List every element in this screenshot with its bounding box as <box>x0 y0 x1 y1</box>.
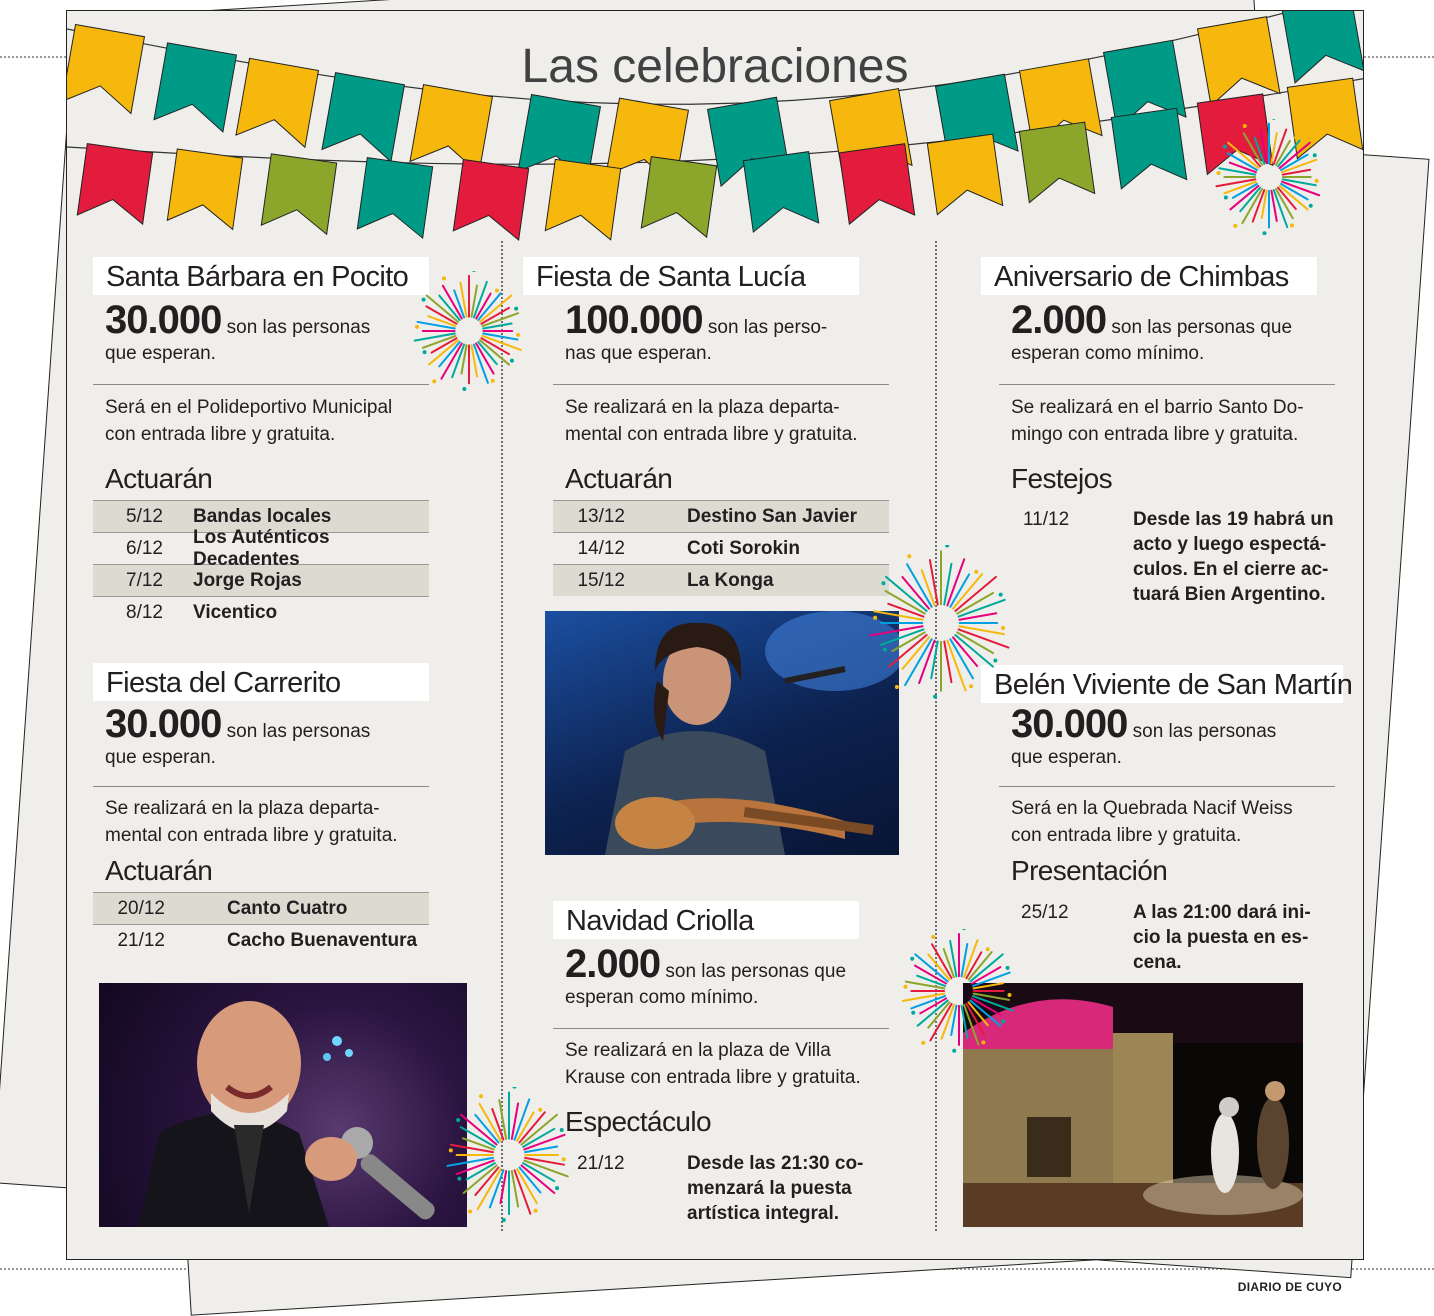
event-text: cena. <box>1133 952 1182 973</box>
firework-spark <box>870 626 922 635</box>
firework-dot <box>495 288 499 292</box>
firework-dot <box>883 648 887 652</box>
attendance-text: que esperan. <box>1011 747 1122 768</box>
firework-dot <box>910 957 914 961</box>
firework-dot <box>981 1040 985 1044</box>
row-date: 8/12 <box>126 601 163 623</box>
row-artist: Bandas locales <box>193 505 332 527</box>
firework-dot <box>986 947 990 951</box>
firework-dot <box>449 1148 453 1152</box>
firework-dot <box>993 658 997 662</box>
attendance-santa-barbara <box>105 298 425 367</box>
attendance-text: esperan como mínimo. <box>565 987 759 1008</box>
event-text: tuará Bien Argentino. <box>1133 584 1326 605</box>
attendance-text: que esperan. <box>105 343 216 364</box>
firework-dot <box>538 1108 542 1112</box>
bunting-flag <box>167 149 242 229</box>
table-row <box>93 526 429 570</box>
firework-dot <box>1262 231 1266 235</box>
firework-dot <box>907 554 911 558</box>
firework-dot <box>472 271 476 272</box>
firework-dot <box>555 1186 559 1190</box>
row-date: 5/12 <box>126 505 163 527</box>
description-belen <box>1011 795 1293 849</box>
bunting-flag <box>1019 122 1094 202</box>
firework-dot <box>1224 195 1228 199</box>
section-title-carrerito: Fiesta del Carrerito <box>93 663 429 701</box>
fireworks-icon <box>441 1087 577 1223</box>
description-line: Se realizará en el barrio Santo Do- <box>1011 397 1304 418</box>
attendance-text: son las personas que <box>1111 317 1293 338</box>
divider <box>93 384 429 385</box>
row-date: 13/12 <box>577 505 625 527</box>
attendance-count: 30.000 <box>105 702 222 746</box>
table-row <box>93 893 429 925</box>
attendance-count: 100.000 <box>565 298 703 342</box>
event-text: A las 21:00 dará ini- <box>1133 902 1311 923</box>
firework-dot <box>945 545 949 547</box>
event-text: Desde las 19 habrá un <box>1133 509 1334 530</box>
firework-dot <box>952 1049 956 1053</box>
event-date: 11/12 <box>1023 509 1070 530</box>
row-artist: La Konga <box>687 569 774 591</box>
event-date: 21/12 <box>577 1153 625 1174</box>
description-santa-lucia <box>565 394 858 448</box>
description-santa-barbara <box>105 394 392 448</box>
subheading-presentacion: Presentación <box>1011 855 1168 886</box>
firework-dot <box>873 616 877 620</box>
bunting-flag <box>743 152 818 232</box>
event-text: artística integral. <box>687 1203 840 1224</box>
divider <box>999 384 1335 385</box>
firework-dot <box>931 935 935 939</box>
firework-dot <box>502 1218 506 1222</box>
subheading-actuaran: Actuarán <box>105 463 213 494</box>
firework-dot <box>468 1209 472 1213</box>
description-line: Se realizará en la plaza de Villa <box>565 1040 831 1061</box>
firework-spark <box>1216 179 1255 186</box>
firework-dot <box>516 333 520 337</box>
row-date: 6/12 <box>126 537 163 559</box>
row-artist: Cacho Buenaventura <box>227 929 418 951</box>
firework-dot <box>442 276 446 280</box>
firework-dot <box>1001 626 1005 630</box>
firework-dot <box>903 985 907 989</box>
description-line: con entrada libre y gratuita. <box>1011 825 1242 846</box>
firework-dot <box>1001 1020 1005 1024</box>
firework-dot <box>921 1041 925 1045</box>
row-artist: Canto Cuatro <box>227 897 348 919</box>
row-date: 14/12 <box>577 537 625 559</box>
firework-dot <box>560 1128 564 1132</box>
firework-dot <box>512 1087 516 1089</box>
row-artist: Jorge Rojas <box>193 569 302 591</box>
firework-dot <box>479 1094 483 1098</box>
description-line: mingo con entrada libre y gratuita. <box>1011 424 1299 445</box>
firework-dot <box>457 1177 461 1181</box>
firework-dot <box>969 684 973 688</box>
bunting-flag <box>261 154 336 234</box>
table-row <box>553 501 889 533</box>
firework-dot <box>422 298 426 302</box>
attendance-carrerito <box>105 702 425 771</box>
attendance-count: 2.000 <box>1011 298 1107 342</box>
firework-spark <box>415 334 455 341</box>
attendance-count: 2.000 <box>565 942 661 986</box>
attendance-text: nas que esperan. <box>565 343 712 364</box>
event-text: cio la puesta en es- <box>1133 927 1309 948</box>
attendance-text: son las perso- <box>707 317 828 338</box>
firework-dot <box>562 1157 566 1161</box>
row-date: 15/12 <box>577 569 625 591</box>
firework-dot <box>895 685 899 689</box>
bunting-flag <box>641 157 716 237</box>
firework-dot <box>1313 153 1317 157</box>
attendance-text: son las personas <box>226 721 371 742</box>
divider <box>553 384 889 385</box>
attendance-text: que esperan. <box>105 747 216 768</box>
section-title-navidad-criolla: Navidad Criolla <box>553 901 859 939</box>
credit-label: DIARIO DE CUYO <box>1237 1280 1342 1294</box>
event-date: 25/12 <box>1021 902 1069 923</box>
firework-dot <box>534 1209 538 1213</box>
firework-spark <box>903 994 945 1001</box>
firework-dot <box>1315 179 1319 183</box>
subheading-actuaran: Actuarán <box>105 855 213 886</box>
row-artist: Destino San Javier <box>687 505 858 527</box>
column-divider <box>935 241 937 1231</box>
divider <box>999 786 1335 787</box>
table-row <box>93 925 429 956</box>
firework-dot <box>881 581 885 585</box>
firework-dot <box>933 695 937 699</box>
attendance-navidad <box>565 942 895 1011</box>
firework-dot <box>1309 204 1313 208</box>
section-title-santa-barbara: Santa Bárbara en Pocito <box>93 257 429 295</box>
event-text: acto y luego espectá- <box>1133 534 1327 555</box>
firework-dot <box>462 387 466 391</box>
description-line: Se realizará en la plaza departa- <box>565 397 840 418</box>
fireworks-icon <box>409 271 529 391</box>
firework-dot <box>1294 136 1298 140</box>
table-row <box>553 565 889 596</box>
description-carrerito <box>105 795 398 849</box>
table-row <box>553 533 889 565</box>
table-row <box>93 597 429 628</box>
attendance-count: 30.000 <box>1011 702 1128 746</box>
row-artist: Los Auténticos Decadentes <box>193 526 330 570</box>
row-artist: Coti Sorokin <box>687 537 800 559</box>
photo-illustration <box>545 611 899 855</box>
firework-dot <box>423 350 427 354</box>
firework-spark <box>874 611 922 620</box>
bunting-flag <box>453 160 528 240</box>
attendance-text: son las personas <box>1132 721 1277 742</box>
fireworks-icon <box>863 545 1019 701</box>
event-detail-chimbas <box>999 505 1349 609</box>
description-navidad <box>565 1037 861 1091</box>
firework-dot <box>1006 966 1010 970</box>
bunting-flag <box>839 144 914 224</box>
section-title-chimbas: Aniversario de Chimbas <box>981 257 1317 295</box>
photo-guitarist-on-stage <box>545 611 899 855</box>
lineup-table-santa-barbara <box>93 500 429 628</box>
firework-dot <box>514 307 518 311</box>
page-title: Las celebraciones <box>521 40 909 93</box>
firework-dot <box>1217 171 1221 175</box>
firework-dot <box>911 1011 915 1015</box>
description-line: con entrada libre y gratuita. <box>105 424 336 445</box>
firework-dot <box>1243 124 1247 128</box>
lineup-table-carrerito <box>93 892 429 956</box>
attendance-santa-lucia <box>565 298 885 367</box>
event-detail-navidad <box>553 1149 893 1229</box>
section-title-belen-viviente: Belén Viviente de San Martín <box>981 665 1343 703</box>
photo-singer-with-microphone <box>99 983 467 1227</box>
firework-dot <box>491 379 495 383</box>
row-date: 21/12 <box>117 929 165 951</box>
row-date: 20/12 <box>117 897 165 919</box>
firework-dot <box>1007 993 1011 997</box>
description-line: Será en el Polideportivo Municipal <box>105 397 393 418</box>
firework-dot <box>999 593 1003 597</box>
attendance-count: 30.000 <box>105 298 222 342</box>
firework-dot <box>456 1118 460 1122</box>
attendance-text: son las personas que <box>665 961 847 982</box>
bunting-flag <box>357 158 432 238</box>
firework-dot <box>1290 223 1294 227</box>
description-line: Será en la Quebrada Nacif Weiss <box>1011 798 1293 819</box>
firework-dot <box>974 570 978 574</box>
fireworks-icon <box>897 929 1021 1053</box>
divider <box>553 1028 889 1029</box>
lineup-table-santa-lucia <box>553 500 889 596</box>
row-artist: Vicentico <box>193 601 278 623</box>
subheading-festejos: Festejos <box>1011 463 1113 494</box>
attendance-belen <box>1011 702 1341 771</box>
attendance-chimbas <box>1011 298 1341 367</box>
divider <box>93 786 429 787</box>
event-text: culos. En el cierre ac- <box>1133 559 1329 580</box>
bunting-flag <box>410 85 492 174</box>
attendance-text: esperan como mínimo. <box>1011 343 1205 364</box>
description-line: Se realizará en la plaza departa- <box>105 798 380 819</box>
description-line: mental con entrada libre y gratuita. <box>565 424 858 445</box>
bunting-flag <box>927 134 1002 214</box>
description-line: mental con entrada libre y gratuita. <box>105 825 398 846</box>
firework-dot <box>1223 145 1227 149</box>
firework-dot <box>1233 224 1237 228</box>
subheading-actuaran: Actuarán <box>565 463 673 494</box>
bunting-flag <box>545 159 620 239</box>
infographic-panel <box>66 10 1364 1260</box>
event-text: Desde las 21:30 co- <box>687 1153 864 1174</box>
firework-dot <box>962 929 966 930</box>
fireworks-icon <box>1211 119 1327 235</box>
description-chimbas <box>1011 394 1304 448</box>
description-line: Krause con entrada libre y gratuita. <box>565 1067 861 1088</box>
photo-illustration <box>99 983 467 1227</box>
section-title-santa-lucia: Fiesta de Santa Lucía <box>523 257 859 295</box>
bunting-flag <box>1111 108 1186 188</box>
firework-dot <box>415 325 419 329</box>
firework-spark <box>447 1158 493 1166</box>
firework-dot <box>432 379 436 383</box>
subheading-espectaculo: Espectáculo <box>565 1106 711 1137</box>
event-text: menzará la puesta <box>687 1178 852 1199</box>
bunting-flag <box>77 144 152 224</box>
firework-dot <box>1272 119 1276 120</box>
row-date: 7/12 <box>126 569 163 591</box>
event-detail-belen <box>999 898 1349 978</box>
firework-dot <box>510 359 514 363</box>
attendance-text: son las personas <box>226 317 371 338</box>
